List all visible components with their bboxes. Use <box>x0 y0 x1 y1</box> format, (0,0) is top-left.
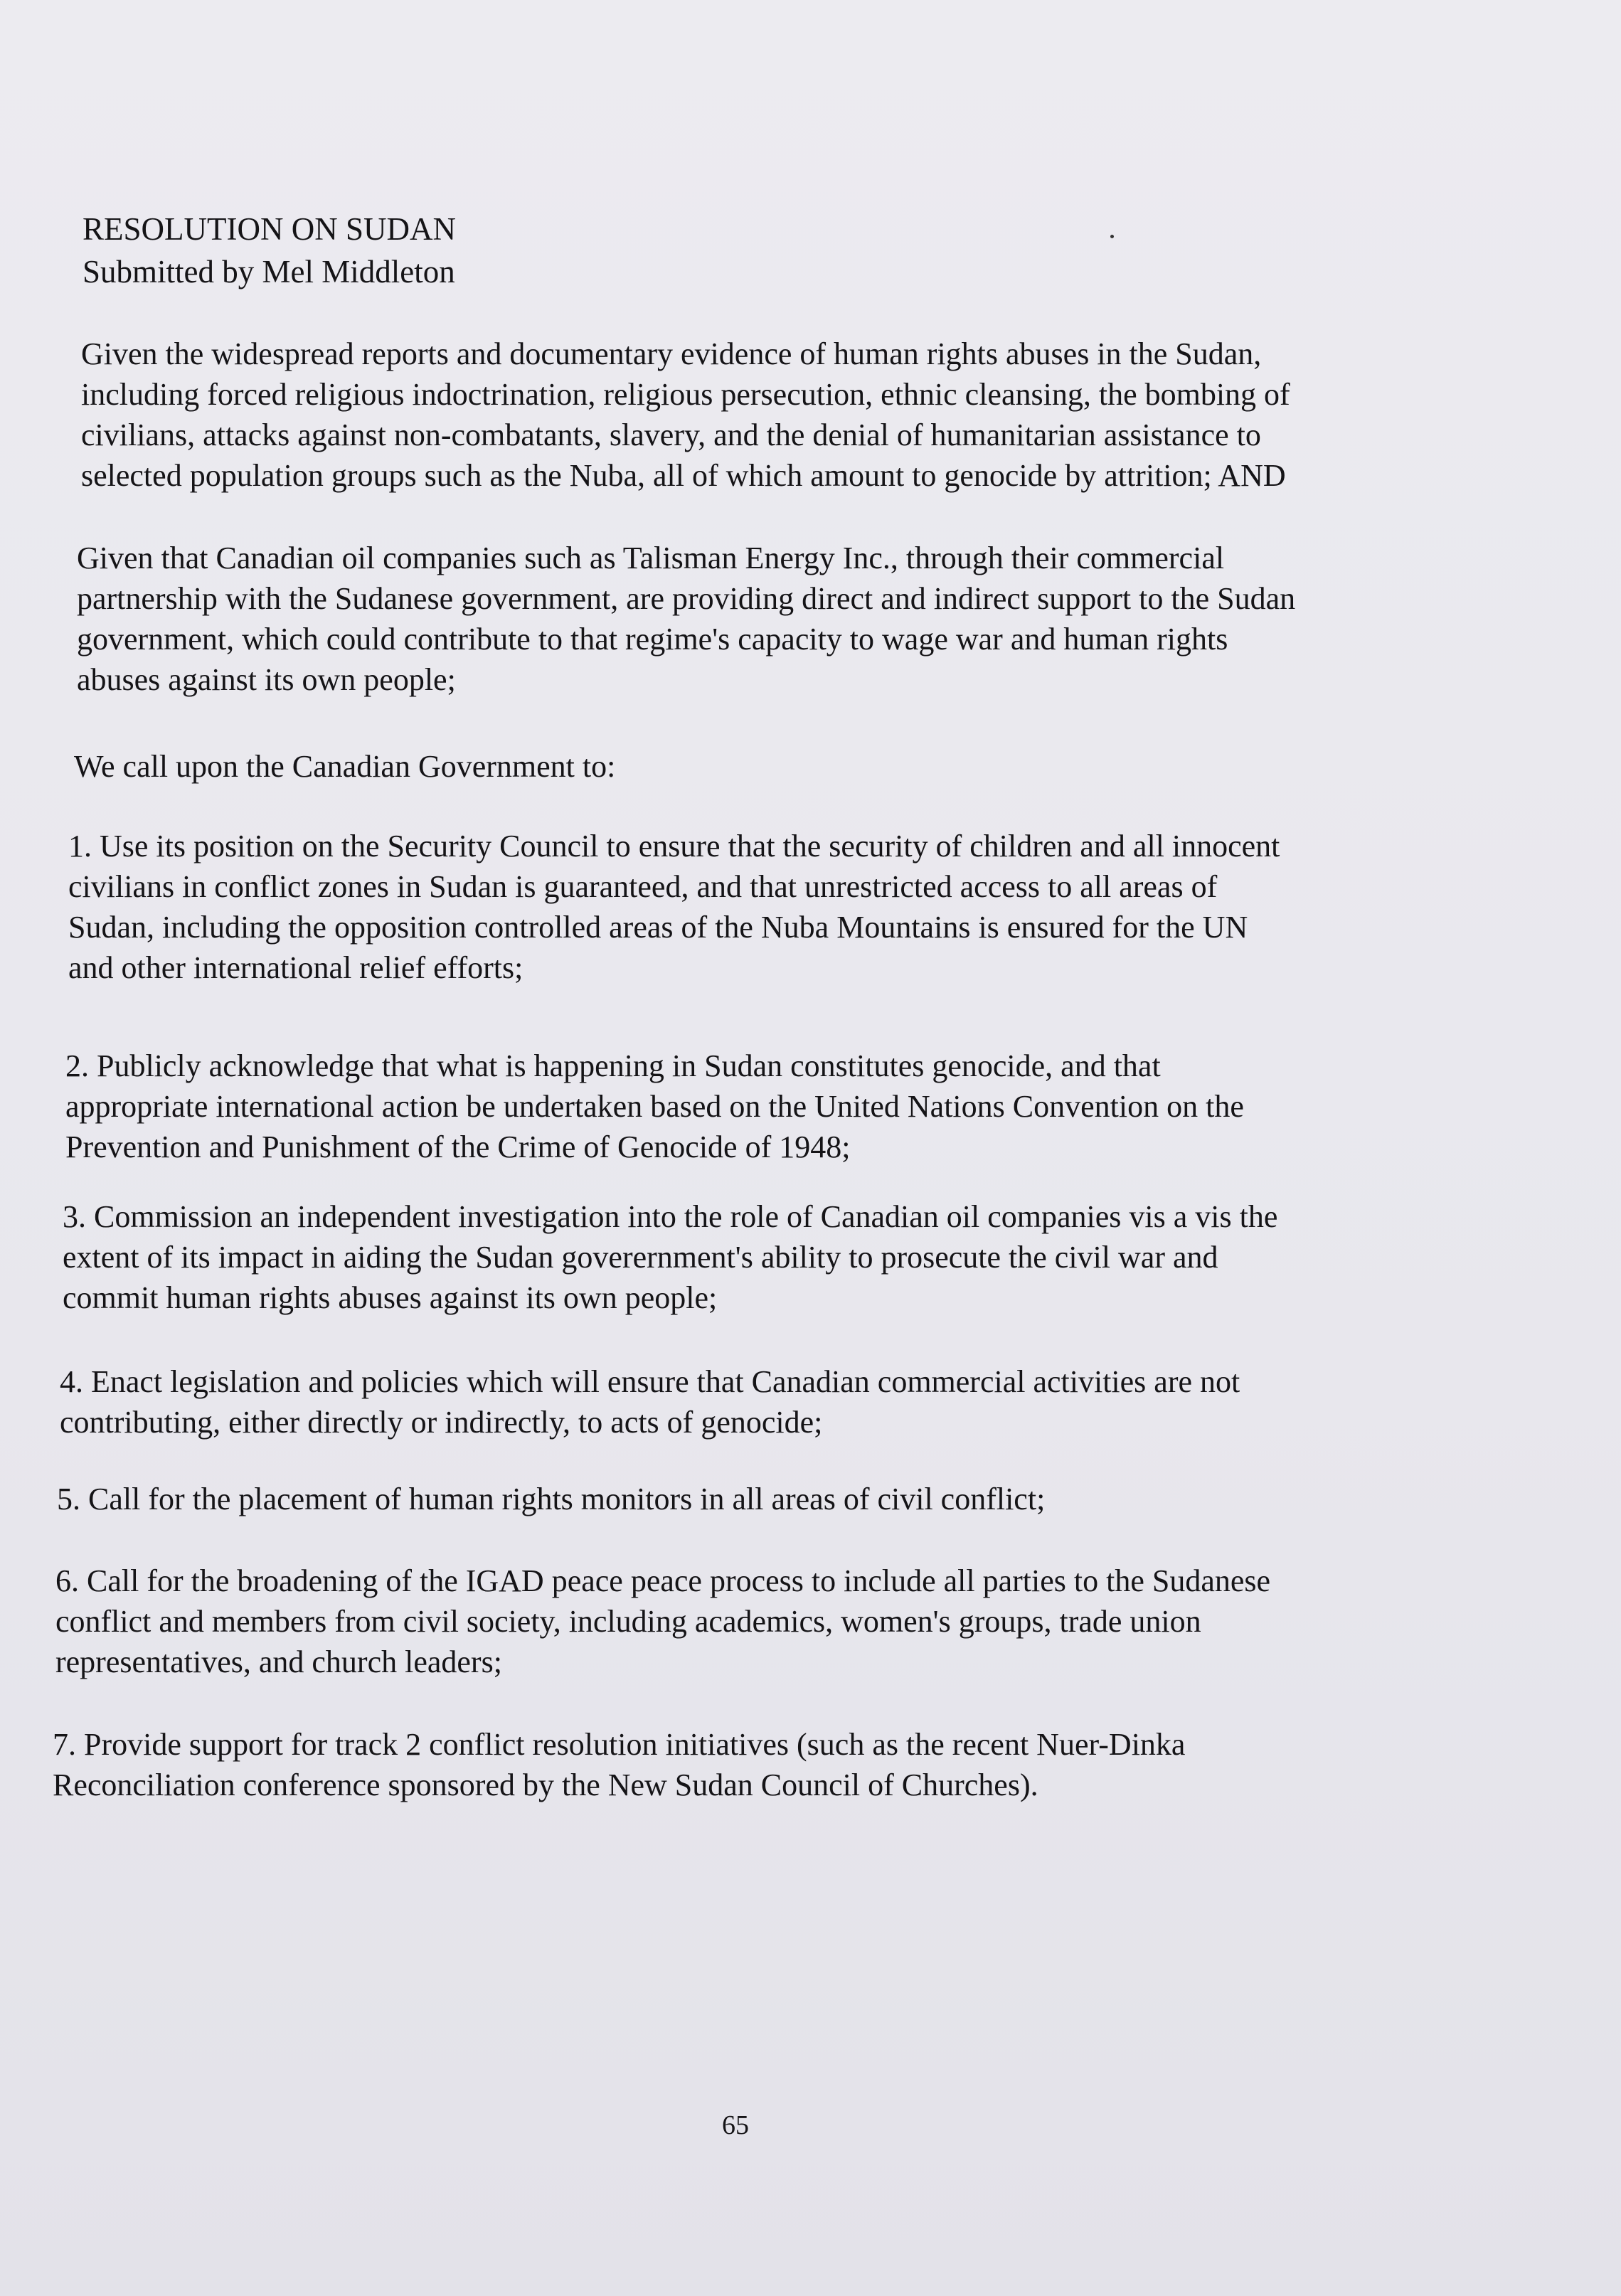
text-line: We call upon the Canadian Government to: <box>74 749 616 784</box>
text-line: representatives, and church leaders; <box>55 1644 502 1679</box>
resolution-item-5 <box>57 1479 1045 1519</box>
text-line: Given the widespread reports and documentary evidence of human rights abuses in the Sudan, <box>81 336 1262 371</box>
text-line: appropriate international action be undertaken based on the United Nations Convention on the <box>65 1089 1244 1124</box>
text-line: including forced religious indoctrination, religious persecution, ethnic cleansing, the bombing of <box>81 377 1290 412</box>
resolution-item-3 <box>63 1196 1277 1318</box>
text-line: Prevention and Punishment of the Crime of Genocide of 1948; <box>65 1130 851 1164</box>
text-line: civilians, attacks against non-combatants, slavery, and the denial of humanitarian assistance to <box>81 418 1261 452</box>
paragraph-call <box>74 746 615 787</box>
text-line: 3. Commission an independent investigation into the role of Canadian oil companies vis a vis the <box>63 1199 1278 1234</box>
paragraph-preamble-2 <box>77 538 1295 700</box>
text-line: abuses against its own people; <box>77 662 456 697</box>
text-line: civilians in conflict zones in Sudan is guaranteed, and that unrestricted access to all areas of <box>68 869 1218 904</box>
text-line: government, which could contribute to that regime's capacity to wage war and human rights <box>77 622 1228 657</box>
text-line: 4. Enact legislation and policies which will ensure that Canadian commercial activities are not <box>60 1364 1240 1399</box>
text-line: 6. Call for the broadening of the IGAD peace peace process to include all parties to the Sudanese <box>55 1563 1271 1598</box>
resolution-item-6 <box>55 1561 1270 1682</box>
paragraph-preamble-1 <box>81 334 1290 496</box>
text-line: contributing, either directly or indirectly, to acts of genocide; <box>60 1405 823 1440</box>
text-line: 2. Publicly acknowledge that what is happening in Sudan constitutes genocide, and that <box>65 1048 1161 1083</box>
text-line: 5. Call for the placement of human rights monitors in all areas of civil conflict; <box>57 1482 1046 1516</box>
text-line: conflict and members from civil society, including academics, women's groups, trade union <box>55 1604 1201 1639</box>
text-line: commit human rights abuses against its own people; <box>63 1280 718 1315</box>
resolution-item-7 <box>53 1724 1185 1805</box>
text-line: Given that Canadian oil companies such as Talisman Energy Inc., through their commercial <box>77 541 1225 575</box>
document-title: RESOLUTION ON SUDAN <box>83 211 456 247</box>
text-line: and other international relief efforts; <box>68 950 523 985</box>
resolution-item-2 <box>65 1046 1244 1167</box>
text-line: Sudan, including the opposition controlled areas of the Nuba Mountains is ensured for the UN <box>68 910 1248 945</box>
text-line: partnership with the Sudanese government, are providing direct and indirect support to the Sudan <box>77 581 1296 616</box>
page-number: 65 <box>722 2110 749 2140</box>
resolution-item-4 <box>60 1361 1240 1442</box>
document-header <box>83 208 456 293</box>
text-line: 7. Provide support for track 2 conflict resolution initiatives (such as the recent Nuer-Dinka <box>53 1727 1186 1762</box>
text-line: extent of its impact in aiding the Sudan goverernment's ability to prosecute the civil war and <box>63 1240 1218 1275</box>
stray-mark <box>1110 235 1114 238</box>
text-line: selected population groups such as the Nuba, all of which amount to genocide by attrition; AND <box>81 458 1286 493</box>
text-line: Reconciliation conference sponsored by the New Sudan Council of Churches). <box>53 1768 1038 1802</box>
document-author: Submitted by Mel Middleton <box>83 254 455 289</box>
text-line: 1. Use its position on the Security Council to ensure that the security of children and all innocent <box>68 829 1280 863</box>
resolution-item-1 <box>68 826 1280 988</box>
